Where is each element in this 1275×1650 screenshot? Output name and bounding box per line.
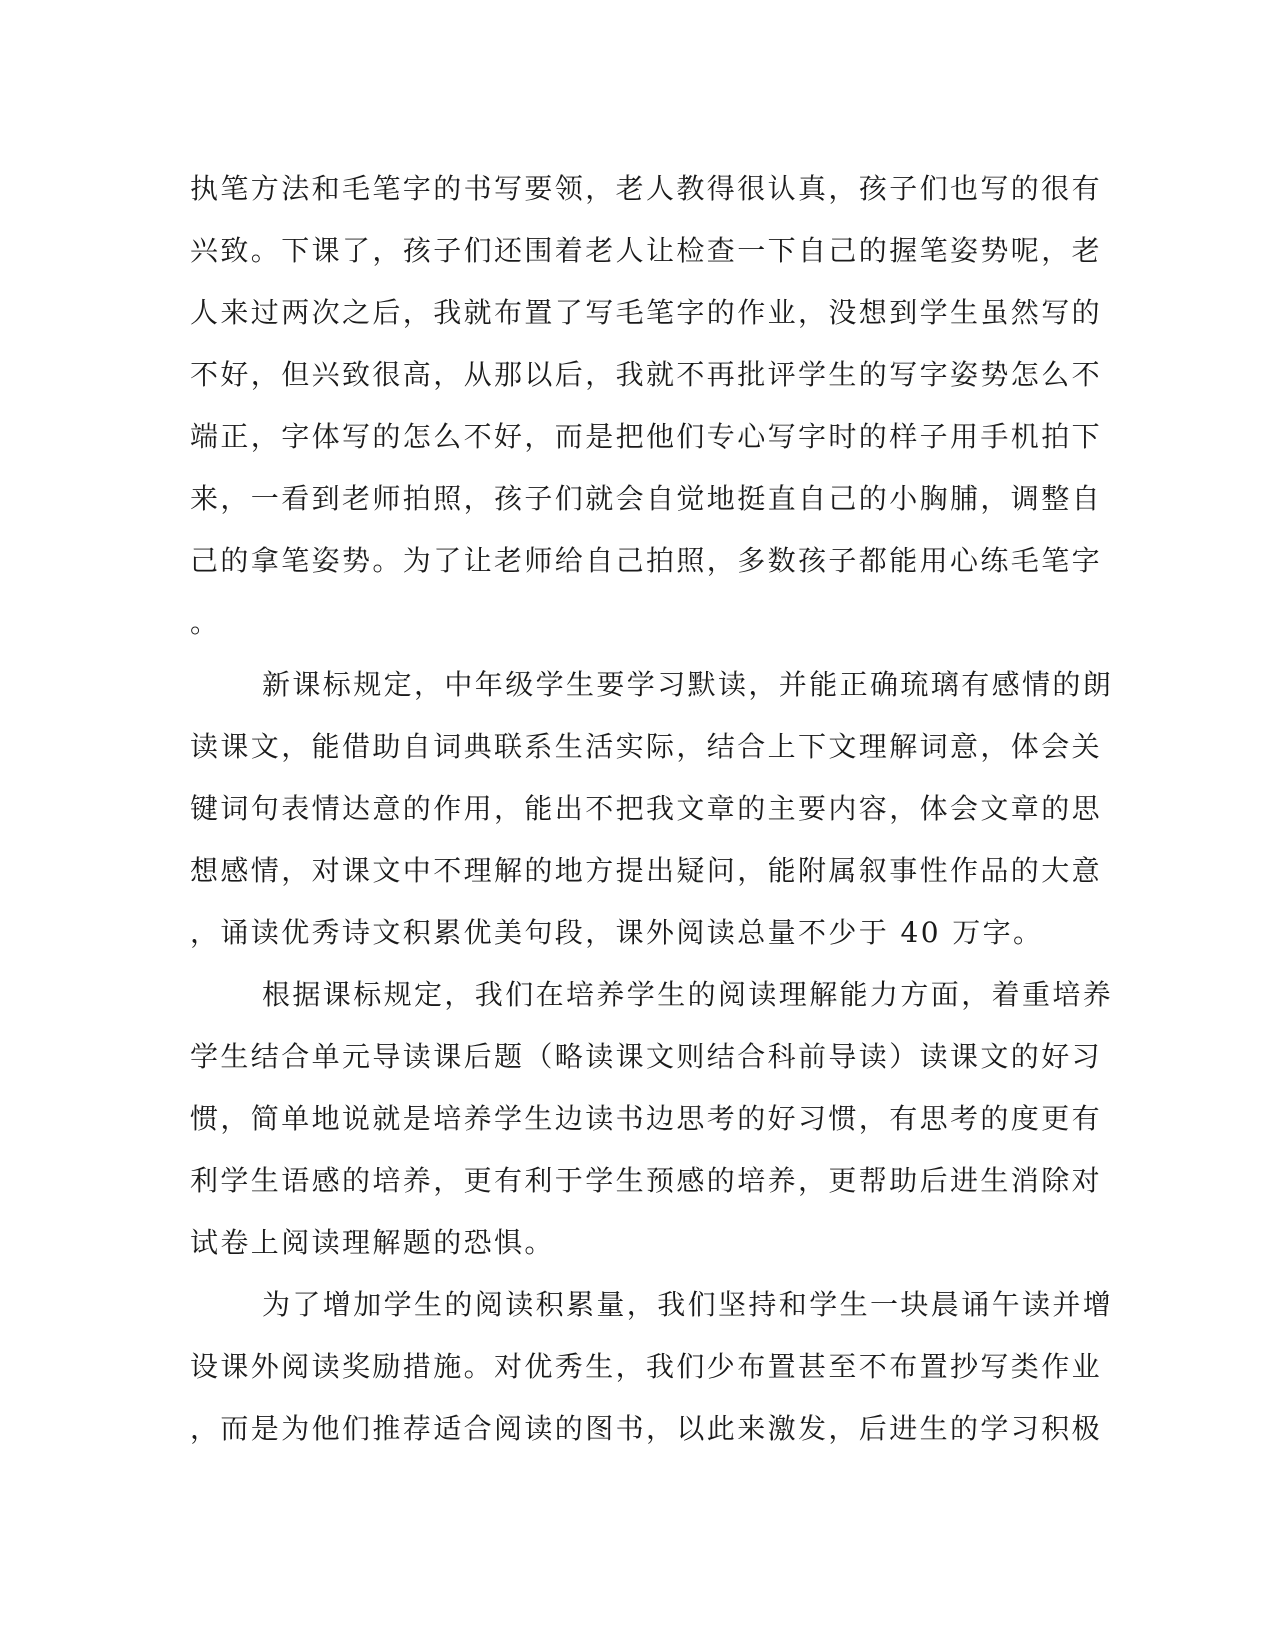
- text-line: ，而是为他们推荐适合阅读的图书，以此来激发，后进生的学习积极: [190, 1412, 1103, 1445]
- text-line: 惯，简单地说就是培养学生边读书边思考的好习惯，有思考的度更有: [190, 1102, 1103, 1135]
- text-line: 读课文，能借助自词典联系生活实际，结合上下文理解词意，体会关: [190, 730, 1103, 763]
- text-line: 己的拿笔姿势。为了让老师给自己拍照，多数孩子都能用心练毛笔字: [190, 544, 1103, 577]
- text-line: 端正，字体写的怎么不好，而是把他们专心写字时的样子用手机拍下: [190, 420, 1103, 453]
- text-line: 。: [190, 606, 221, 639]
- text-line: 执笔方法和毛笔字的书写要领，老人教得很认真，孩子们也写的很有: [190, 172, 1103, 205]
- text-line: 兴致。下课了，孩子们还围着老人让检查一下自己的握笔姿势呢，老: [190, 234, 1103, 267]
- text-line: 利学生语感的培养，更有利于学生预感的培养，更帮助后进生消除对: [190, 1164, 1103, 1197]
- text-line: ，诵读优秀诗文积累优美句段，课外阅读总量不少于 40 万字。: [190, 916, 1044, 949]
- text-line: 学生结合单元导读课后题（略读课文则结合科前导读）读课文的好习: [190, 1040, 1103, 1073]
- paragraph-start-line: 新课标规定，中年级学生要学习默读，并能正确琉璃有感情的朗: [262, 668, 1114, 701]
- text-line: 想感情，对课文中不理解的地方提出疑问，能附属叙事性作品的大意: [190, 854, 1103, 887]
- body-text: [190, 158, 1114, 1460]
- text-line: 人来过两次之后，我就布置了写毛笔字的作业，没想到学生虽然写的: [190, 296, 1103, 329]
- text-line: 键词句表情达意的作用，能出不把我文章的主要内容，体会文章的思: [190, 792, 1103, 825]
- text-line: 设课外阅读奖励措施。对优秀生，我们少布置甚至不布置抄写类作业: [190, 1350, 1103, 1383]
- paragraph-start-line: 根据课标规定，我们在培养学生的阅读理解能力方面，着重培养: [262, 978, 1114, 1011]
- text-line: 来，一看到老师拍照，孩子们就会自觉地挺直自己的小胸脯，调整自: [190, 482, 1103, 515]
- text-line: 试卷上阅读理解题的恐惧。: [190, 1226, 555, 1259]
- paragraph-start-line: 为了增加学生的阅读积累量，我们坚持和学生一块晨诵午读并增: [262, 1288, 1114, 1321]
- text-line: 不好，但兴致很高，从那以后，我就不再批评学生的写字姿势怎么不: [190, 358, 1103, 391]
